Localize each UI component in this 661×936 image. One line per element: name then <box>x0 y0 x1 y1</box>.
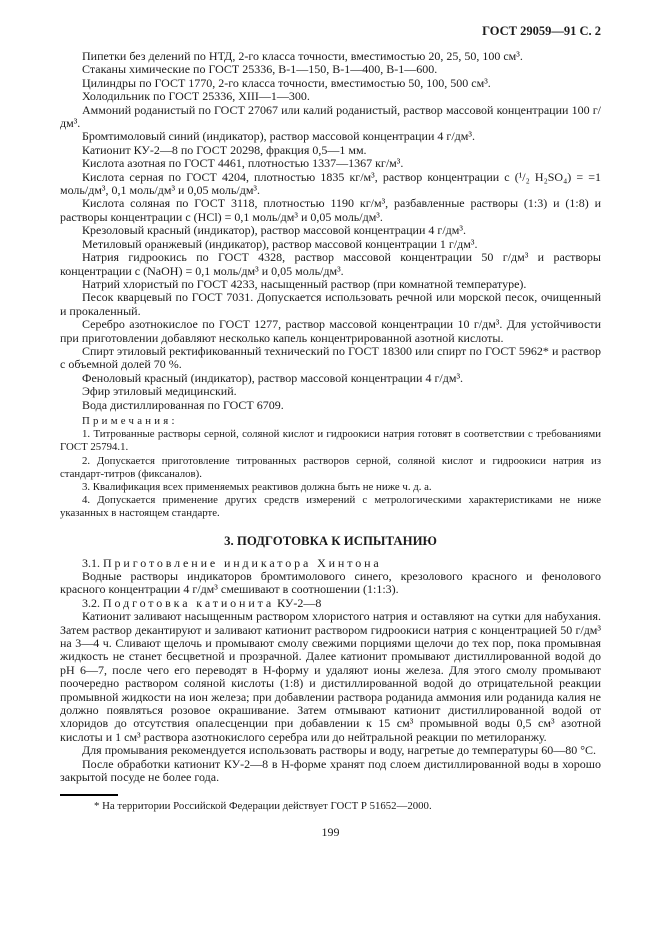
reagent-paragraph: Эфир этиловый медицинский. <box>82 384 237 399</box>
reagents-list <box>60 50 601 412</box>
footnote-text: * На территории Российской Федерации действует ГОСТ Р 51652—2000. <box>94 799 432 812</box>
reagent-paragraph: Феноловый красный (индикатор), раствор массовой концентрации 4 г/дм³. <box>82 370 464 385</box>
reagent-paragraph: Песок кварцевый по ГОСТ 7031. Допускается использовать речной или морской песок, очищенный и прокаленный. <box>60 290 601 318</box>
reagent-paragraph: Цилиндры по ГОСТ 1770, 2-го класса точности, вместимостью 50, 100, 500 см³. <box>82 75 491 90</box>
subsection-title: Подготовка катионита <box>103 595 275 610</box>
reagent-paragraph: Пипетки без делений по НТД, 2-го класса точности, вместимостью 20, 25, 50, 100 см³. <box>82 49 523 63</box>
reagent-paragraph: Метиловый оранжевый (индикатор), раствор массовой концентрации 1 г/дм³. <box>82 236 478 251</box>
reagent-paragraph: Кислота азотная по ГОСТ 4461, плотностью 1337—1367 кг/м³. <box>82 156 404 171</box>
reagent-paragraph: Бромтимоловый синий (индикатор), раствор массовой концентрации 4 г/дм³. <box>82 129 475 144</box>
document-header-reference: ГОСТ 29059—91 С. 2 <box>482 24 601 38</box>
reagent-paragraph: Кислота соляная по ГОСТ 3118, плотностью 1190 кг/м³, разбавленные растворы (1:3) и (1:8) и растворы концентрации c (HCl) = 0,1 моль/дм³ и 0,05 моль/дм³. <box>60 196 601 224</box>
section-3-title: 3. ПОДГОТОВКА К ИСПЫТАНИЮ <box>224 533 437 548</box>
notes-heading: Примечания: <box>82 414 178 427</box>
note-item: 1. Титрованные растворы серной, соляной кислот и гидроокиси натрия готовят в соответствии с требованиями ГОСТ 25794.1. <box>60 428 601 454</box>
reagent-paragraph: Натрия гидроокись по ГОСТ 4328, раствор массовой концентрации 50 г/дм³ и растворы концентрации c (NaOH) = 0,1 моль/дм³ и 0,05 моль/дм³. <box>60 250 601 278</box>
reagent-paragraph: Натрий хлористый по ГОСТ 4233, насыщенный раствор (при комнатной температуре). <box>82 276 527 291</box>
subsection-3-1-heading <box>60 557 601 570</box>
reagent-paragraph: Крезоловый красный (индикатор), раствор массовой концентрации 4 г/дм³. <box>82 223 466 238</box>
reagent-paragraph: Аммоний роданистый по ГОСТ 27067 или калий роданистый, раствор массовой концентрации 100 г/дм³. <box>60 102 601 131</box>
reagent-paragraph: Вода дистиллированная по ГОСТ 6709. <box>82 397 284 412</box>
subsection-number: 3.2. <box>82 595 100 610</box>
notes-block <box>60 415 601 521</box>
reagent-paragraph: Спирт этиловый ректификованный технический по ГОСТ 18300 или спирт по ГОСТ 5962* и раствор с объемной долей 70 %. <box>60 343 601 372</box>
reagent-paragraph: Холодильник по ГОСТ 25336, XIII—1—300. <box>82 89 310 104</box>
footnote-block <box>60 794 601 813</box>
note-item: 3. Квалификация всех применяемых реактивов должна быть не ниже ч. д. а. <box>82 480 432 493</box>
subsection-3-2-heading <box>60 597 601 610</box>
reagent-paragraph: Кислота серная по ГОСТ 4204, плотностью 1835 кг/м³, раствор концентрации c (¹/₂ H₂SO₄) = =1 моль/дм³, 0,1 моль/дм³ и 0,05 моль/дм³. <box>60 169 601 198</box>
subsection-3-2-paragraph: Для промывания рекомендуется использовать растворы и воду, нагретые до температуры 60—80 °С. <box>82 743 597 758</box>
reagent-paragraph: Стаканы химические по ГОСТ 25336, В-1—150, В-1—400, В-1—600. <box>82 62 438 77</box>
reagent-paragraph: Катионит КУ-2—8 по ГОСТ 20298, фракция 0,5—1 мм. <box>82 142 367 157</box>
subsection-number: 3.1. <box>82 555 100 570</box>
subsection-title-suffix: КУ-2—8 <box>277 595 322 610</box>
subsection-3-2-paragraph: После обработки катионит КУ-2—8 в Н-форме хранят под слоем дистиллированной воды в хорошо закрытой посуде не более года. <box>60 756 601 785</box>
reagent-paragraph: Серебро азотнокислое по ГОСТ 1277, раствор массовой концентрации 10 г/дм³. Для устойчивости при приготовлении добавляют несколько капель концентрированной азотной кислоты. <box>60 317 601 345</box>
note-item: 4. Допускается применение других средств измерений с метрологическими характеристиками не ниже указанных в настоящем стандарте. <box>60 494 601 520</box>
footnote-divider <box>60 794 118 796</box>
subsection-title: Приготовление индикатора Хинтона <box>103 555 382 570</box>
page-number: 199 <box>321 824 340 839</box>
subsection-3-2-paragraph: Катионит заливают насыщенным раствором хлористого натрия и оставляют на сутки для набухания. Затем раствор декантируют и заливают катионит раствором гидроокиси натрия с концентрацией 50 г/дм³ на 3—4 ч. Сливают щелочь и промывают смолу свежими порциями щелочи до тех пор, пока промывная жидкость не станет бесцветной и прозрачной. Далее катионит промывают дистиллированной водой до pH 6—7, после чего его переводят в Н-форму и удаляют ионы железа. Для этого смолу промывают поочередно раствором соляной кислоты (1:8) и дистиллированной водой до отрицательной реакции промывной жидкости на ион железа; при добавлении раствора роданида аммония или роданида калия не должно появляться розовое окрашивание. Затем отмывают катионит дистиллированной водой от хлоридов до отсутствия опалесценции при добавлении к 15 см³ промывной воды 0,5 см³ азотной кислоты и 1 см³ раствора азотнокислого серебра или до нейтральной реакции по метилоранжу. <box>60 609 601 744</box>
subsection-3-1-paragraph: Водные растворы индикаторов бромтимолового синего, крезолового красного и фенолового красного концентрации 4 г/дм³ смешивают в соотношении (1:1:3). <box>60 569 601 597</box>
note-item: 2. Допускается приготовление титрованных растворов серной, соляной кислот и гидроокиси натрия из стандарт-титров (фиксаналов). <box>60 454 601 480</box>
